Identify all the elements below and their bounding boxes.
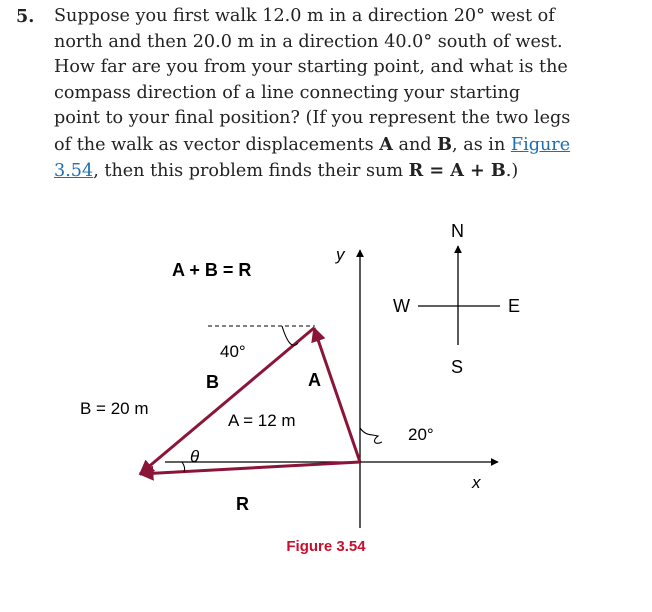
compass-rose [393,221,520,377]
line-6-and: and [392,134,438,155]
figure-caption: Figure 3.54 [286,538,366,555]
vector-b-symbol: B [437,133,453,155]
figure-caption-row [0,538,652,556]
vector-a-label: A [308,370,321,390]
problem-number: 5. [16,6,35,27]
problem-statement [16,4,576,185]
sum-label: A + B = R [172,260,252,280]
problem-line-7 [16,158,576,185]
b-magnitude-label: B = 20 m [80,399,149,418]
vector-r-label: R [236,494,249,514]
a-magnitude-label: A = 12 m [228,411,296,430]
line-6-text: of the walk as vector displacements [54,134,380,155]
line-7-end: .) [505,161,519,181]
compass-east: E [508,296,521,316]
problem-line-3: How far are you from your starting point, and what is the [54,57,568,77]
line-7-text: , then this problem finds their sum [93,161,409,181]
y-axis-label: y [336,245,345,264]
compass-north: N [451,221,464,241]
vector-b-label: B [206,372,219,392]
vector-a-arrow [314,328,360,462]
vector-diagram [60,210,580,580]
figure-link-part-1[interactable]: Figure [510,134,571,155]
theta-label: θ [190,447,200,466]
angle-20-arc [360,428,382,443]
vector-a-symbol: A [379,133,393,155]
compass-south: S [451,357,464,377]
problem-line-1: Suppose you first walk 12.0 m in a direction 20° west of [54,6,555,26]
angle-20-label: 20° [408,425,434,444]
problem-line-2: north and then 20.0 m in a direction 40.0° south of west. [54,31,563,52]
problem-line-5: point to your final position? (If you represent the two legs [54,108,571,128]
figure-link-part-2[interactable]: 3.54 [54,161,94,181]
compass-west: W [393,296,410,316]
problem-line-4: compass direction of a line connecting your starting [54,82,521,103]
problem-line-6 [16,132,576,159]
sum-equation: R = A + B [408,160,506,181]
line-6-post: , as in [452,134,511,155]
angle-40-label: 40° [220,342,246,361]
vector-r-arrow [140,462,360,474]
x-axis-label: x [472,473,481,492]
